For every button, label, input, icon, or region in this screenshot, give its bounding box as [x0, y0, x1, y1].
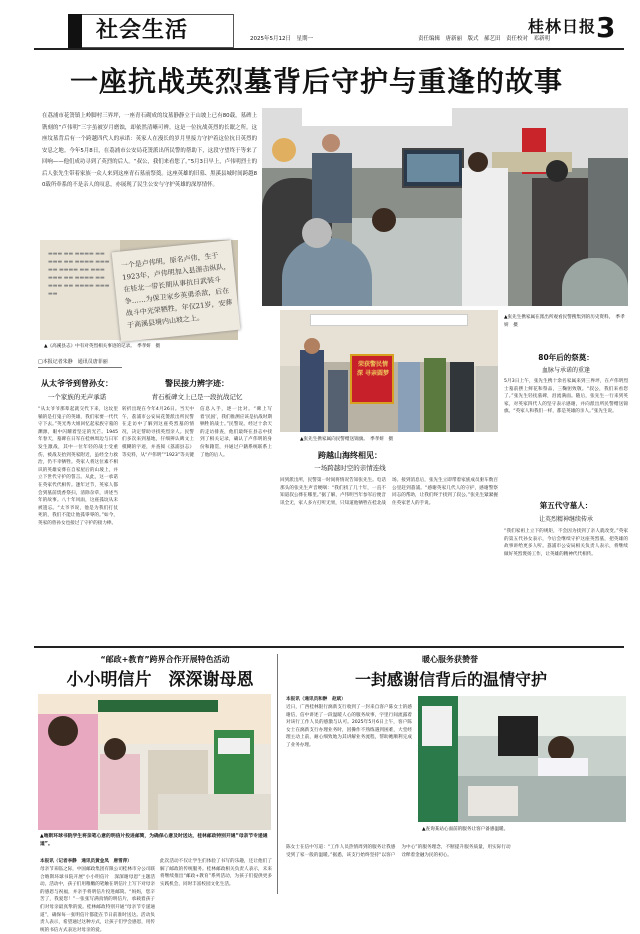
col3-body: 回到派出所，民警第一时间将情况告知张先生。电话那头的张先生声音哽咽：“我们找了几十年，一直不知道叔公葬在哪里。”据了解，卢伟明当年参军后便音讯全无，家人多方打听无果，只知道他牺牲在桂北战场。接到消息后，张先生立即带着家族成员驱车数百公里赶到荔浦。“感谢英家几代人的守护，感谢警察同志的帮助，让我们终于找到了叔公。”张先生紧紧握住英家老人的手说。 — [280, 478, 498, 506]
story3-body: 近日，广西桂林银行漓新支行收到了一封来自客户陈女士的感谢信，信中讲述了一段温暖人心的服务故事，字里行间流露着对该行工作人员的感激与认可。2025年5月6日上午，客户陈女士在漓新支行办理业务时，因操作不熟练遇到困难，大堂经理主动上前，耐心细致地为其讲解业务流程，帮助她顺利完成了业务办理。 — [286, 705, 412, 748]
col1-title: 从太爷爷到曾孙女： — [41, 379, 113, 388]
col5-body: “我们家祖上立下的规矩，不会因为找到了亲人就改变。”英家的第五代孙女表示，今后会继续守护这座英烈墓，把英雄的故事讲给更多人听。荔浦市公安局相关负责人表示，将继续做好英烈褒扬工作，让英雄的精神代代相传。 — [504, 529, 628, 557]
banner-flag — [350, 354, 394, 404]
document-photo: 一个是卢伟明，原名卢伟，生于1923年，卢伟明加入县游击纵队，在桂北一带长期从事抗日武装斗争……为保卫家乡英勇杀敌，后在战斗中光荣牺牲，年仅21岁，安葬于高溪县境内山坡之上。 ▬▬▬ ▬▬ ▬▬▬▬ ▬▬ ▬▬▬ ▬▬ ▬▬▬▬ ▬▬▬ ▬▬ ▬▬▬▬ ▬▬ ▬▬▬ ▬▬▬ ▬▬ ▬▬▬▬ ▬▬ ▬▬▬ ▬▬ ▬▬▬▬ ▬▬▬ ▬▬ — [40, 240, 238, 340]
bank-photo-caption: ▲查询某站心面前的服务让客户备感温暖。 — [422, 827, 509, 832]
postcards-caption: ▲喀斯环球书院学生将亲笔心意的明信片投进邮筒，为确保心意及时送达，桂林邮政特别开通“母亲节专递通道”。 — [40, 834, 268, 847]
header-date: 2025年5月12日 星期一 — [250, 36, 313, 42]
col2-title: 警民接力辨字迹： — [165, 379, 229, 388]
photo-family-viewing — [262, 108, 628, 306]
photo-bank-counter — [418, 696, 626, 822]
banner-photo-caption: ▲张先生携家属向民警赠送锦旗。 季孝妍 摄 — [300, 437, 394, 442]
section-divider — [34, 646, 624, 648]
col3-title: 跨越山海终相见： — [318, 451, 382, 460]
banner-text: 荣获警民情深 寻亲圆梦 — [356, 361, 390, 377]
col1-subtitle: 一个家族的无声承诺 — [47, 393, 107, 401]
viewing-photo-caption: ▲张先生携家属在派出所观看民警搜集到的历史资料。 季孝妍 摄 — [504, 315, 625, 328]
byline: □本报记者朱静 通讯员唐菲丽 — [38, 359, 108, 365]
story3-tagline: 暖心服务获赞誉 — [422, 655, 478, 664]
story2-body: 母亲节来临之际，中国邮政集团有限公司桂林市分公司联合喀斯环球书院开展“小小明信片 深深谢母恩”主题活动。活动中，孩子们用稚嫩的笔触在明信片上写下对母亲的感恩与祝福，并亲手将明信片投进邮筒。“妈妈，您辛苦了，我爱您！”一张张写满真情的明信片，承载着孩子们对母亲最真挚的爱。桂林邮政特别开通“母亲节专递通道”，确保每一张明信片都能在节日前准时送达。活动负责人表示，希望通过这种方式，让孩子们学会感恩，用传统的书信方式表达对母亲的爱。 — [40, 867, 155, 933]
header-rule — [34, 48, 624, 50]
story3-author: 本报讯（通讯员和翀 赵斌） — [286, 697, 346, 702]
document-text: 一个是卢伟明，原名卢伟，生于1923年，卢伟明加入县游击纵队，在桂北一带长期从事抗日武装斗争……为保卫家乡英勇杀敌，后在战斗中光荣牺牲，年仅21岁，安葬于高溪县境内山坡之上。 — [120, 251, 233, 330]
paper-name: 桂林日报 — [528, 17, 597, 36]
col5-title: 第五代守墓人： — [539, 501, 593, 510]
story3-headline: 一封感谢信背后的温情守护 — [354, 670, 547, 689]
col4-title: 80年后的祭奠： — [538, 353, 594, 362]
col1-body: “从太爷爷那辈起就交代下来，这坟里躺的是打鬼子的英雄，我们家要一代代守下去。”英光秀大姐回忆起家族守墓的渊源，眼中闪耀着坚定的光芒。1945年春天，墓碑在日军在桂林周边与日军发生激战，其中一位年轻的战士受重伤，被战友抬到英家附近，虽经全力救治，仍不幸牺牲。英家人将这位素不相识的英雄安葬在自家屋后的山坡上，并立下世代守护的誓言。从此，这一承诺在英家代代相传。逢年过节，英家人都会到墓前烧香祭扫，清除杂草，讲述当年的故事。八十年风雨，这座孤坟从未被遗忘。“太爷爷说，他是为我们打仗死的，我们不能让他孤零零的。”如今，英家的曾孙女也接过了守护的接力棒。 — [38, 407, 118, 526]
col5-subtitle: 让英烈精神继续传承 — [538, 516, 593, 523]
story2-tagline: “邮政+教育”跨界合作开展特色活动 — [100, 655, 230, 664]
page-number: 3 — [596, 11, 616, 44]
section-title: 社会生活 — [96, 18, 189, 43]
story2-headline: 小小明信片 深深谢母恩 — [66, 670, 254, 690]
section-header-accent — [68, 14, 82, 48]
col4-subtitle: 血脉与承诺的重逢 — [541, 367, 590, 374]
document-photo-caption: ▲《高溪县志》中有对英烈相关事迹的记录。 季孝妍 摄 — [44, 344, 161, 349]
col2-body: 转折出现在今年4月26日。当天中午，荔浦市公安局花箦派出所民警在走访中了解到这座英烈墓的情况，决定帮助寻找英烈亲人。民警们多次来到墓地，仔细辨认碑文上模糊的字迹，并查阅《荔浦县志》等史料，从“卢伟明”“1923”等关键信息入手，逐一比对。“碑上写着‘民国’，我们推测应该是抗战时期牺牲的战士。”民警说。经过十余天的走访排查，他们最终在县志中找到了相关记录，确认了卢伟明的身份和籍贯，并通过户籍系统联系上了他的后人。 — [122, 407, 272, 458]
lead-paragraph: 在荔浦市花箦镇上岭脚村三界坪，一座青石砌成的坟墓静静立于山坡上已有80载，墓碑上镌刻的“卢伟明”三字虽被岁月磨蚀，却依然清晰可辨。这是一位抗战英烈的长眠之所。这座坟墓背后有一个跨越四代人的承诺：英家人在漫长的岁月里接力守护着这位抗日英烈的安息之地。今年5月8日，在荔浦市公安局花箦派出所民警的帮助下，这段守望终于等来了回响——他们成功寻到了英烈的后人。“叔公，我们来看您了。”5月3日早上，卢伟明烈士的后人张先生带着家族一众人来到这座青石墓前祭奠。这座英雄的旧墓、黑溪县城时间跨越80载所牵系的不是亲人的叹息，亦展现了民生公安与守护英雄的深厚情怀。 — [42, 113, 257, 188]
col3-subtitle: 一场跨越时空的亲情连线 — [314, 464, 386, 472]
header-editors: 责任编辑 唐新丽 版式 郝艺田 责任校对 邓新明 — [418, 36, 551, 42]
divider-story — [277, 654, 278, 894]
story2-body2: 此次活动不仅让学生们体验了书写的乐趣，还让他们了解了邮政的传统服务。桂林邮政相关负责人表示，未来将继续推出“邮政+教育”系列活动，为孩子们提供更多实践机会，同时丰富校园文化生活。 — [160, 859, 272, 887]
col2-subtitle: 青石板碑文上已是一段抗战记忆 — [151, 393, 243, 401]
byline-rule — [38, 367, 122, 368]
story3-body2: 陈女士在信中写道：“工作人员热情周到的服务让我感受到了家一般的温暖。”据悉，该支行始终坚持“以客户为中心”的服务理念，不断提升服务质量，用实际行动诠释着金融为民的初心。 — [286, 845, 511, 858]
main-headline: 一座抗战英烈墓背后守护与重逢的故事 — [70, 65, 564, 98]
photo-banner-gift — [280, 310, 498, 432]
photo-postcards — [38, 694, 271, 830]
story2-author: 本报讯（记者李静 通讯员黄金凤 唐雪萍） — [40, 859, 132, 864]
col4-body: 5月3日上午，张先生携十余名家属来到三界坪，在卢伟明烈士墓前摆上鲜花和祭品，三鞠躬致敬。“叔公，我们来看您了。”张先生轻抚墓碑，泪流满面。随后，张先生一行来到英家，对英家四代人的坚守表示感谢，并向派出所民警赠送锦旗。“英家人和我们一样，都是英雄的亲人。”张先生说。 — [504, 379, 628, 415]
